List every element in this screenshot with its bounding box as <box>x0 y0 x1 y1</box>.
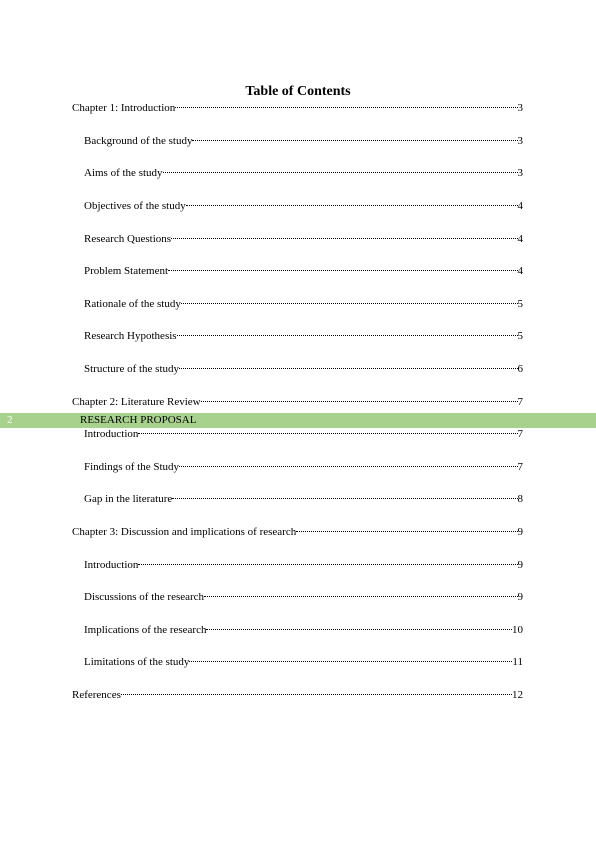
toc-page-number: 12 <box>512 689 523 701</box>
toc-page-number: 4 <box>517 200 523 212</box>
toc-entry-gap[interactable] <box>84 492 523 506</box>
toc-leader <box>171 238 517 239</box>
toc-page-number: 6 <box>517 363 523 375</box>
toc-page-number: 7 <box>517 428 523 440</box>
toc-page-number: 9 <box>517 526 523 538</box>
toc-entry-implications[interactable] <box>84 623 523 637</box>
toc-entry-label: Research Questions <box>84 233 172 245</box>
toc-leader <box>138 564 517 565</box>
toc-leader <box>179 368 517 369</box>
toc-page-number: 3 <box>517 167 523 179</box>
toc-entry-ch2-introduction[interactable] <box>84 427 523 441</box>
toc-leader <box>172 498 517 499</box>
toc-leader <box>206 629 512 630</box>
toc-entry-ch3-introduction[interactable] <box>84 558 523 572</box>
toc-entry-label: Research Hypothesis <box>84 330 177 342</box>
toc-page-number: 4 <box>517 233 523 245</box>
toc-leader <box>163 172 518 173</box>
toc-leader <box>201 401 518 402</box>
toc-leader <box>192 140 517 141</box>
toc-leader <box>168 270 517 271</box>
toc-page-number: 4 <box>517 265 523 277</box>
header-running-title: RESEARCH PROPOSAL <box>80 414 197 426</box>
toc-page-number: 10 <box>512 624 523 636</box>
toc-entry-structure[interactable] <box>84 362 523 376</box>
toc-entry-label: Findings of the Study <box>84 461 180 473</box>
toc-entry-aims[interactable] <box>84 166 523 180</box>
toc-entry-research-questions[interactable] <box>84 232 523 246</box>
toc-entry-label: Gap in the literature <box>84 493 173 505</box>
toc-page-number: 7 <box>517 396 523 408</box>
toc-leader <box>175 107 517 108</box>
toc-leader <box>179 466 517 467</box>
header-page-number: 2 <box>7 414 13 426</box>
toc-entry-label: Introduction <box>84 559 139 571</box>
toc-entry-label: Chapter 3: Discussion and implications of research <box>72 526 297 538</box>
toc-entry-limitations[interactable] <box>84 655 523 669</box>
toc-leader <box>177 335 518 336</box>
toc-entry-chapter-1[interactable] <box>72 101 523 115</box>
toc-page-number: 3 <box>517 102 523 114</box>
toc-entry-label: Discussions of the research <box>84 591 205 603</box>
toc-entry-findings[interactable] <box>84 460 523 474</box>
toc-page-number: 5 <box>517 330 523 342</box>
toc-entry-chapter-3[interactable] <box>72 525 523 539</box>
toc-entry-label: Introduction <box>84 428 139 440</box>
toc-leader <box>296 531 517 532</box>
toc-page-number: 7 <box>517 461 523 473</box>
toc-page-number: 9 <box>517 559 523 571</box>
toc-page-number: 3 <box>517 135 523 147</box>
toc-leader <box>121 694 512 695</box>
toc-entry-chapter-2[interactable] <box>72 395 523 409</box>
toc-title: Table of Contents <box>245 84 351 99</box>
toc-entry-label: Problem Statement <box>84 265 169 277</box>
toc-entry-background[interactable] <box>84 134 523 148</box>
toc-leader <box>186 205 518 206</box>
toc-page-number: 5 <box>517 298 523 310</box>
toc-entry-label: Structure of the study <box>84 363 180 375</box>
toc-page-number: 8 <box>517 493 523 505</box>
toc-entry-label: Background of the study <box>84 135 193 147</box>
toc-entry-label: Rationale of the study <box>84 298 181 310</box>
toc-entry-references[interactable] <box>72 688 523 702</box>
toc-entry-label: Chapter 1: Introduction <box>72 102 176 114</box>
toc-entry-label: Chapter 2: Literature Review <box>72 396 201 408</box>
toc-entry-discussions[interactable] <box>84 590 523 604</box>
toc-entry-label: Aims of the study <box>84 167 163 179</box>
toc-entry-label: Limitations of the study <box>84 656 190 668</box>
toc-leader <box>189 661 512 662</box>
toc-page-number: 9 <box>517 591 523 603</box>
toc-leader <box>138 433 517 434</box>
toc-entry-objectives[interactable] <box>84 199 523 213</box>
page-header-bar <box>0 413 596 428</box>
toc-entry-label: Implications of the research <box>84 624 207 636</box>
toc-entry-research-hypothesis[interactable] <box>84 329 523 343</box>
toc-entry-problem-statement[interactable] <box>84 264 523 278</box>
toc-entry-rationale[interactable] <box>84 297 523 311</box>
toc-entry-label: References <box>72 689 121 701</box>
toc-leader <box>181 303 518 304</box>
toc-page-number: 11 <box>512 656 523 668</box>
toc-leader <box>204 596 517 597</box>
toc-entry-label: Objectives of the study <box>84 200 186 212</box>
